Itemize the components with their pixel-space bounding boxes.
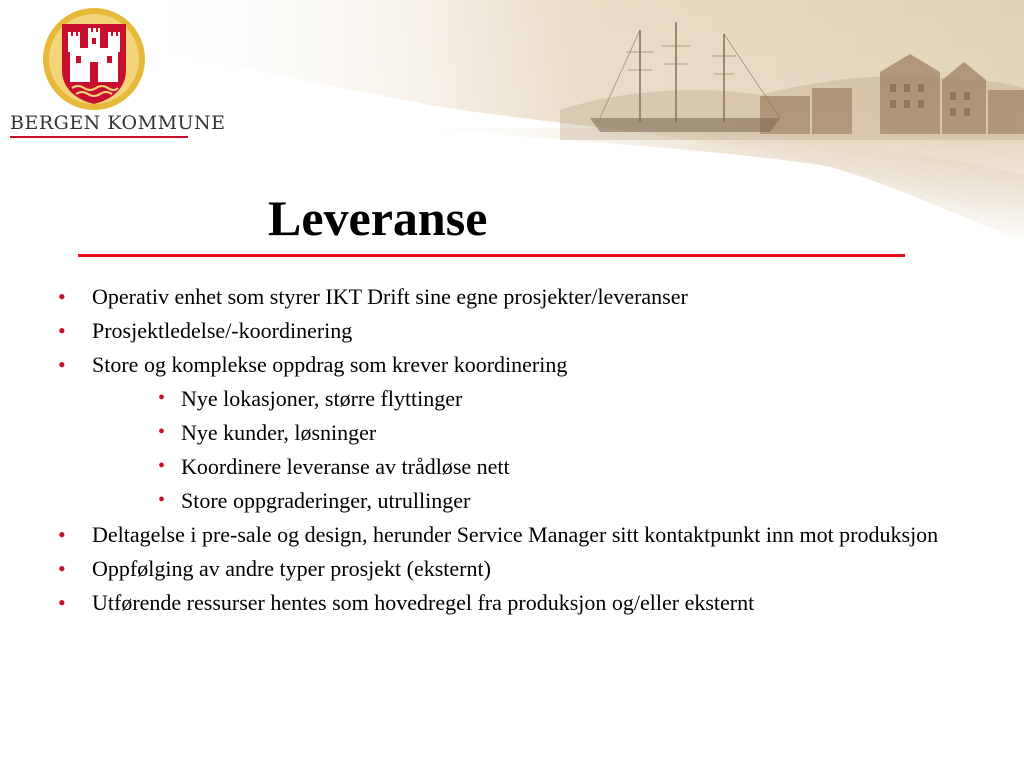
bullet-icon: • <box>158 489 166 511</box>
bullet-item: • Deltagelse i pre-sale og design, herunder Service Manager sitt kontaktpunkt inn mot produksjon <box>58 522 939 547</box>
title-underline <box>78 254 905 257</box>
coat-of-arms-icon <box>40 4 148 114</box>
bullet-item: • Oppfølging av andre typer prosjekt (eksternt) <box>58 556 491 581</box>
sub-bullet-item: • Nye lokasjoner, større flyttinger <box>158 386 463 411</box>
bullet-icon: • <box>58 318 66 343</box>
bullet-item: • Store og komplekse oppdrag som krever koordinering <box>58 352 568 377</box>
bullet-icon: • <box>58 556 66 581</box>
bullet-item: • Utførende ressurser hentes som hovedregel fra produksjon og/eller eksternt <box>58 590 755 615</box>
bullet-icon: • <box>158 455 166 477</box>
bullet-item: • Operativ enhet som styrer IKT Drift sine egne prosjekter/leveranser <box>58 284 688 309</box>
org-name: BERGEN KOMMUNE <box>10 112 226 134</box>
bullet-item: • Prosjektledelse/-koordinering <box>58 318 353 343</box>
bullet-icon: • <box>158 421 166 443</box>
sub-bullet-item: • Store oppgraderinger, utrullinger <box>158 488 471 513</box>
bullet-icon: • <box>158 387 166 409</box>
slide-title: Leveranse <box>268 190 488 246</box>
bullet-icon: • <box>58 284 66 309</box>
sub-bullet-item: • Nye kunder, løsninger <box>158 420 377 445</box>
bullet-list <box>0 284 1024 624</box>
bullet-icon: • <box>58 590 66 615</box>
org-underline <box>10 136 188 138</box>
bullet-icon: • <box>58 352 66 377</box>
bullet-icon: • <box>58 522 66 547</box>
sub-bullet-item: • Koordinere leveranse av trådløse nett <box>158 454 510 479</box>
